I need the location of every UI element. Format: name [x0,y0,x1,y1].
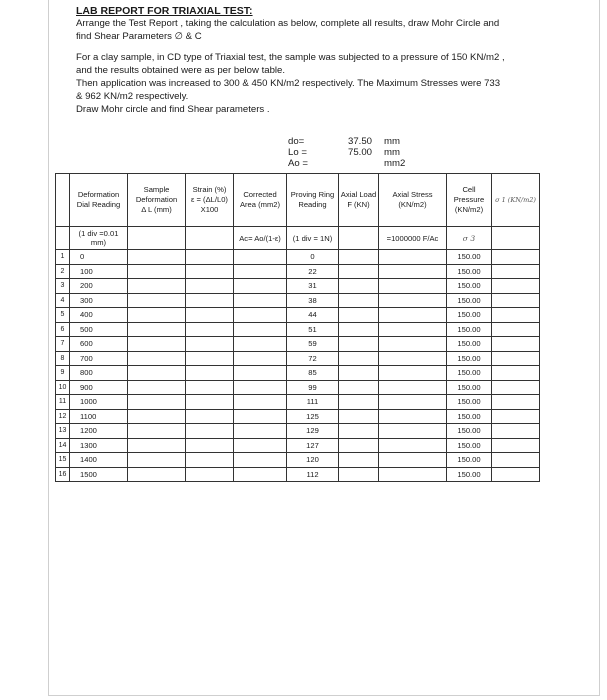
axial-stress-cell [379,395,447,410]
proving-ring-reading: 120 [287,453,339,468]
strain-cell [186,438,234,453]
dial-reading: 800 [70,366,128,381]
axial-stress-cell [379,409,447,424]
sigma1-cell [492,308,540,323]
header-text: Reading [298,200,327,209]
sample-deformation-cell [128,424,186,439]
axial-stress-cell [379,366,447,381]
row-number: 5 [56,308,70,323]
sigma1-header [492,174,540,227]
axial-stress-cell [379,424,447,439]
corrected-area-cell [234,322,287,337]
sigma1-cell [492,322,540,337]
row-number: 9 [56,366,70,381]
axial-stress-cell [379,293,447,308]
axial-stress-cell [379,308,447,323]
header-text: Area (mm2) [239,200,281,209]
row-number: 1 [56,250,70,265]
table-row [56,453,540,468]
lo-unit: mm [384,147,400,158]
proving-ring-reading: 59 [287,337,339,352]
sample-deformation-cell [128,322,186,337]
sigma3-label [447,227,492,250]
proving-ring-reading: 127 [287,438,339,453]
corrected-area-cell [234,351,287,366]
stress-formula: =1000000 F/Ac [379,227,447,250]
sample-deformation-cell [128,380,186,395]
strain-cell [186,250,234,265]
sigma1-cell [492,380,540,395]
sn-header [56,174,70,227]
header-text: Proving Ring [290,190,335,199]
body-line: For a clay sample, in CD type of Triaxial test, the sample was subjected to a pressure of 150 KN/m2 , [76,52,505,63]
axial-stress-cell [379,337,447,352]
strain-cell [186,337,234,352]
table-row [56,351,540,366]
axial-load-cell [339,279,379,294]
intro-text [76,17,546,43]
problem-text [76,51,546,116]
strain-cell [186,279,234,294]
table-row [56,337,540,352]
empty-subheader [128,227,186,250]
corrected-area-cell [234,264,287,279]
proving-ring-reading: 111 [287,395,339,410]
row-number: 10 [56,380,70,395]
axial-load-cell [339,293,379,308]
report-title: LAB REPORT FOR TRIAXIAL TEST: [76,5,253,17]
corrected-area-cell [234,453,287,468]
axial-load-cell [339,438,379,453]
header-text: (KN/m2) [454,205,484,214]
axial-stress-cell [379,438,447,453]
sigma1-cell [492,366,540,381]
header-text: (KN/m2) [398,200,427,209]
header-text: Sample [143,185,170,194]
table-body [56,250,540,482]
axial-load-cell [339,308,379,323]
proving-ring-reading: 0 [287,250,339,265]
sample-deformation-cell [128,337,186,352]
sigma1-cell [492,424,540,439]
sample-deformation-cell [128,395,186,410]
do-label: do= [288,136,305,147]
corrected-area-cell [234,308,287,323]
row-number: 3 [56,279,70,294]
header-text: Axial Load [340,190,377,199]
axial-stress-header [379,174,447,227]
axial-load-cell [339,395,379,410]
axial-stress-cell [379,322,447,337]
sigma1-cell [492,337,540,352]
header-text: Deformation [77,190,120,199]
header-text: ε = (ΔL/L0) [191,195,228,204]
body-line: Then application was increased to 300 & 450 KN/m2 respectively. The Maximum Stresses were 733 [76,78,501,89]
row-number: 14 [56,438,70,453]
table-row [56,293,540,308]
sigma1-cell [492,264,540,279]
strain-cell [186,424,234,439]
sample-deformation-cell [128,264,186,279]
sample-deformation-cell [128,351,186,366]
header-text: X100 [200,205,219,214]
corrected-area-cell [234,279,287,294]
sigma1-cell [492,395,540,410]
cell-pressure-value: 150.00 [447,438,492,453]
cell-pressure-value: 150.00 [447,366,492,381]
proving-ring-reading: 99 [287,380,339,395]
corrected-area-cell [234,366,287,381]
axial-load-cell [339,380,379,395]
row-number: 8 [56,351,70,366]
dial-reading: 1200 [70,424,128,439]
sample-deformation-cell [128,409,186,424]
axial-load-cell [339,337,379,352]
sigma1-cell [492,467,540,482]
cell-pressure-value: 150.00 [447,467,492,482]
dial-unit: (1 div =0.01 mm) [70,227,128,250]
header-text: σ 1 (KN/m2) [495,196,536,204]
sigma1-cell [492,438,540,453]
sigma1-cell [492,250,540,265]
table-row [56,250,540,265]
axial-load-cell [339,467,379,482]
proving-ring-reading: 125 [287,409,339,424]
proving-ring-reading: 44 [287,308,339,323]
cell-pressure-value: 150.00 [447,308,492,323]
proving-ring-reading: 31 [287,279,339,294]
table-row [56,264,540,279]
deformation-dial-header [70,174,128,227]
sigma1-cell [492,351,540,366]
intro-line: Arrange the Test Report , taking the calculation as below, complete all results, draw Mohr Circle and [76,18,500,29]
cell-pressure-value: 150.00 [447,424,492,439]
strain-cell [186,395,234,410]
body-line: Draw Mohr circle and find Shear parameters . [76,104,270,115]
table-row [56,409,540,424]
cell-pressure-value: 150.00 [447,409,492,424]
axial-load-cell [339,264,379,279]
proving-ring-reading: 22 [287,264,339,279]
header-text: Corrected [243,190,277,199]
empty-subheader [186,227,234,250]
sample-deformation-cell [128,467,186,482]
dial-reading: 1000 [70,395,128,410]
table-row [56,467,540,482]
table-row [56,395,540,410]
strain-cell [186,467,234,482]
corrected-area-header [234,174,287,227]
row-number: 13 [56,424,70,439]
table-row [56,308,540,323]
axial-stress-cell [379,453,447,468]
strain-cell [186,351,234,366]
dial-reading: 1300 [70,438,128,453]
cell-pressure-value: 150.00 [447,279,492,294]
corrected-area-cell [234,395,287,410]
proving-ring-reading: 51 [287,322,339,337]
sample-deformation-cell [128,308,186,323]
cell-pressure-value: 150.00 [447,250,492,265]
cell-pressure-value: 150.00 [447,380,492,395]
row-number: 7 [56,337,70,352]
axial-stress-cell [379,467,447,482]
strain-cell [186,380,234,395]
dial-reading: 1400 [70,453,128,468]
area-formula: Ac= Ao/(1-ε) [234,227,287,250]
dial-reading: 600 [70,337,128,352]
strain-cell [186,308,234,323]
row-number: 11 [56,395,70,410]
dial-reading: 1100 [70,409,128,424]
table-row [56,279,540,294]
axial-load-cell [339,453,379,468]
table-row [56,438,540,453]
corrected-area-cell [234,293,287,308]
corrected-area-cell [234,337,287,352]
proving-ring-reading: 129 [287,424,339,439]
cell-pressure-value: 150.00 [447,395,492,410]
strain-cell [186,409,234,424]
header-row [56,174,540,227]
corrected-area-cell [234,438,287,453]
dial-reading: 100 [70,264,128,279]
strain-cell [186,453,234,468]
proving-ring-header [287,174,339,227]
header-text: F (KN) [347,200,370,209]
dial-reading: 700 [70,351,128,366]
dial-reading: 0 [70,250,128,265]
sample-deformation-cell [128,438,186,453]
axial-stress-cell [379,351,447,366]
header-text: Δ L (mm) [141,205,172,214]
strain-cell [186,293,234,308]
empty-subheader [339,227,379,250]
axial-load-cell [339,424,379,439]
header-text: Pressure [453,195,485,204]
empty-subheader [492,227,540,250]
axial-stress-cell [379,380,447,395]
header-text: Dial Reading [76,200,121,209]
sample-deformation-header [128,174,186,227]
cell-pressure-value: 150.00 [447,453,492,468]
sample-deformation-cell [128,453,186,468]
row-number: 12 [56,409,70,424]
cell-pressure-header [447,174,492,227]
table-row [56,366,540,381]
dial-reading: 200 [70,279,128,294]
axial-load-cell [339,409,379,424]
proving-ring-reading: 85 [287,366,339,381]
axial-stress-cell [379,264,447,279]
lo-label: Lo = [288,147,307,158]
proving-ring-reading: 112 [287,467,339,482]
table-row [56,424,540,439]
body-line: and the results obtained were as per below table. [76,65,286,76]
corrected-area-cell [234,424,287,439]
cell-pressure-value: 150.00 [447,351,492,366]
axial-stress-cell [379,250,447,265]
dial-reading: 900 [70,380,128,395]
proving-ring-reading: 72 [287,351,339,366]
corrected-area-cell [234,380,287,395]
table-row [56,322,540,337]
dial-reading: 500 [70,322,128,337]
do-unit: mm [384,136,400,147]
cell-pressure-value: 150.00 [447,264,492,279]
axial-load-cell [339,366,379,381]
header-text: Strain (%) [192,185,227,194]
sample-deformation-cell [128,366,186,381]
strain-header [186,174,234,227]
table-row [56,380,540,395]
ao-label: Ao = [288,158,309,169]
row-number: 15 [56,453,70,468]
sigma1-cell [492,279,540,294]
corrected-area-cell [234,250,287,265]
intro-line: find Shear Parameters ∅ & C [76,31,202,42]
dial-reading: 400 [70,308,128,323]
sigma1-cell [492,453,540,468]
sigma3-text: σ 3 [462,233,476,243]
dial-reading: 300 [70,293,128,308]
sigma1-cell [492,409,540,424]
ring-unit: (1 div = 1N) [287,227,339,250]
axial-load-cell [339,250,379,265]
cell-pressure-value: 150.00 [447,322,492,337]
header-text: Axial Stress [392,190,433,199]
cell-pressure-value: 150.00 [447,293,492,308]
lo-value: 75.00 [348,147,373,158]
results-table [55,173,540,482]
sigma1-cell [492,293,540,308]
do-value: 37.50 [348,136,373,147]
proving-ring-reading: 38 [287,293,339,308]
strain-cell [186,264,234,279]
sample-deformation-cell [128,250,186,265]
row-number: 2 [56,264,70,279]
row-number: 6 [56,322,70,337]
strain-cell [186,366,234,381]
sample-deformation-cell [128,293,186,308]
cell-pressure-value: 150.00 [447,337,492,352]
strain-cell [186,322,234,337]
header-text: Cell [462,185,476,194]
sample-deformation-cell [128,279,186,294]
ao-unit: mm2 [384,158,406,169]
dial-reading: 1500 [70,467,128,482]
corrected-area-cell [234,409,287,424]
axial-load-cell [339,322,379,337]
header-text: Deformation [135,195,178,204]
axial-stress-cell [379,279,447,294]
body-line: & 962 KN/m2 respectively. [76,91,189,102]
axial-load-cell [339,351,379,366]
corrected-area-cell [234,467,287,482]
sn-subheader [56,227,70,250]
row-number: 4 [56,293,70,308]
row-number: 16 [56,467,70,482]
axial-load-header [339,174,379,227]
subheader-row [56,227,540,250]
